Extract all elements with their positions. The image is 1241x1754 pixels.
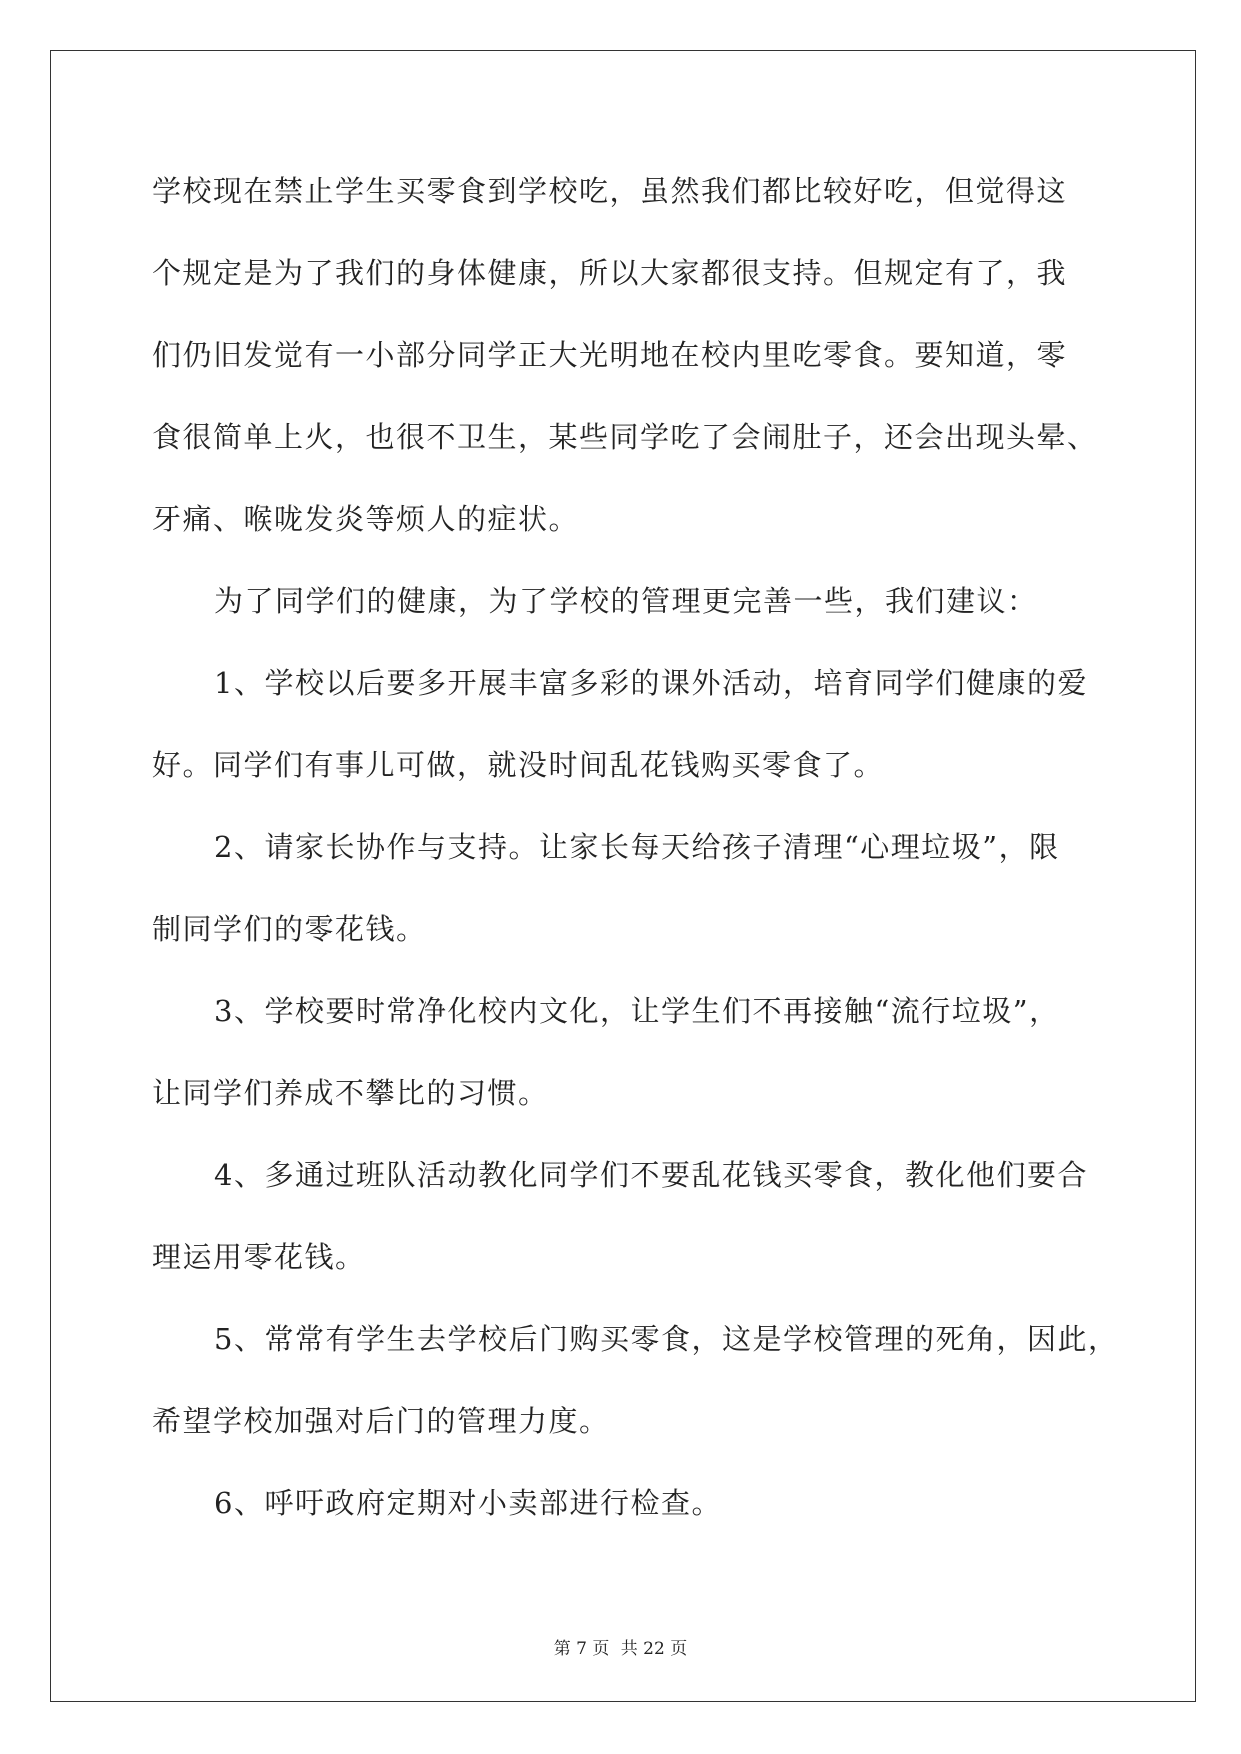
- text-line: 让同学们养成不攀比的习惯。: [152, 1076, 549, 1110]
- text-line: 4、多通过班队活动教化同学们不要乱花钱买零食，教化他们要合: [214, 1158, 1088, 1192]
- text-line: 们仍旧发觉有一小部分同学正大光明地在校内里吃零食。要知道，零: [152, 338, 1068, 372]
- text-line: 2、请家长协作与支持。让家长每天给孩子清理“心理垃圾”，限: [214, 830, 1060, 864]
- text-line: 食很简单上火，也很不卫生，某些同学吃了会闹肚子，还会出现头晕、: [152, 420, 1098, 454]
- text-line: 理运用零花钱。: [152, 1240, 366, 1274]
- text-line: 牙痛、喉咙发炎等烦人的症状。: [152, 502, 580, 536]
- text-line: 为了同学们的健康，为了学校的管理更完善一些，我们建议：: [214, 584, 1038, 618]
- text-line: 好。同学们有事儿可做，就没时间乱花钱购买零食了。: [152, 748, 885, 782]
- text-line: 1、学校以后要多开展丰富多彩的课外活动，培育同学们健康的爱: [214, 666, 1088, 700]
- document-body: [152, 150, 1117, 1544]
- text-line: 个规定是为了我们的身体健康，所以大家都很支持。但规定有了，我: [152, 256, 1068, 290]
- text-line: 学校现在禁止学生买零食到学校吃，虽然我们都比较好吃，但觉得这: [152, 174, 1068, 208]
- text-line: 6、呼吁政府定期对小卖部进行检查。: [214, 1486, 722, 1520]
- page-number: 第 7 页: [553, 1639, 610, 1659]
- text-line: 制同学们的零花钱。: [152, 912, 427, 946]
- text-line: 5、常常有学生去学校后门购买零食，这是学校管理的死角，因此，: [214, 1322, 1119, 1356]
- page-footer: [0, 1634, 1241, 1659]
- page-total: 共 22 页: [620, 1639, 688, 1659]
- text-line: 3、学校要时常净化校内文化，让学生们不再接触“流行垃圾”，: [214, 994, 1060, 1028]
- text-line: 希望学校加强对后门的管理力度。: [152, 1404, 610, 1438]
